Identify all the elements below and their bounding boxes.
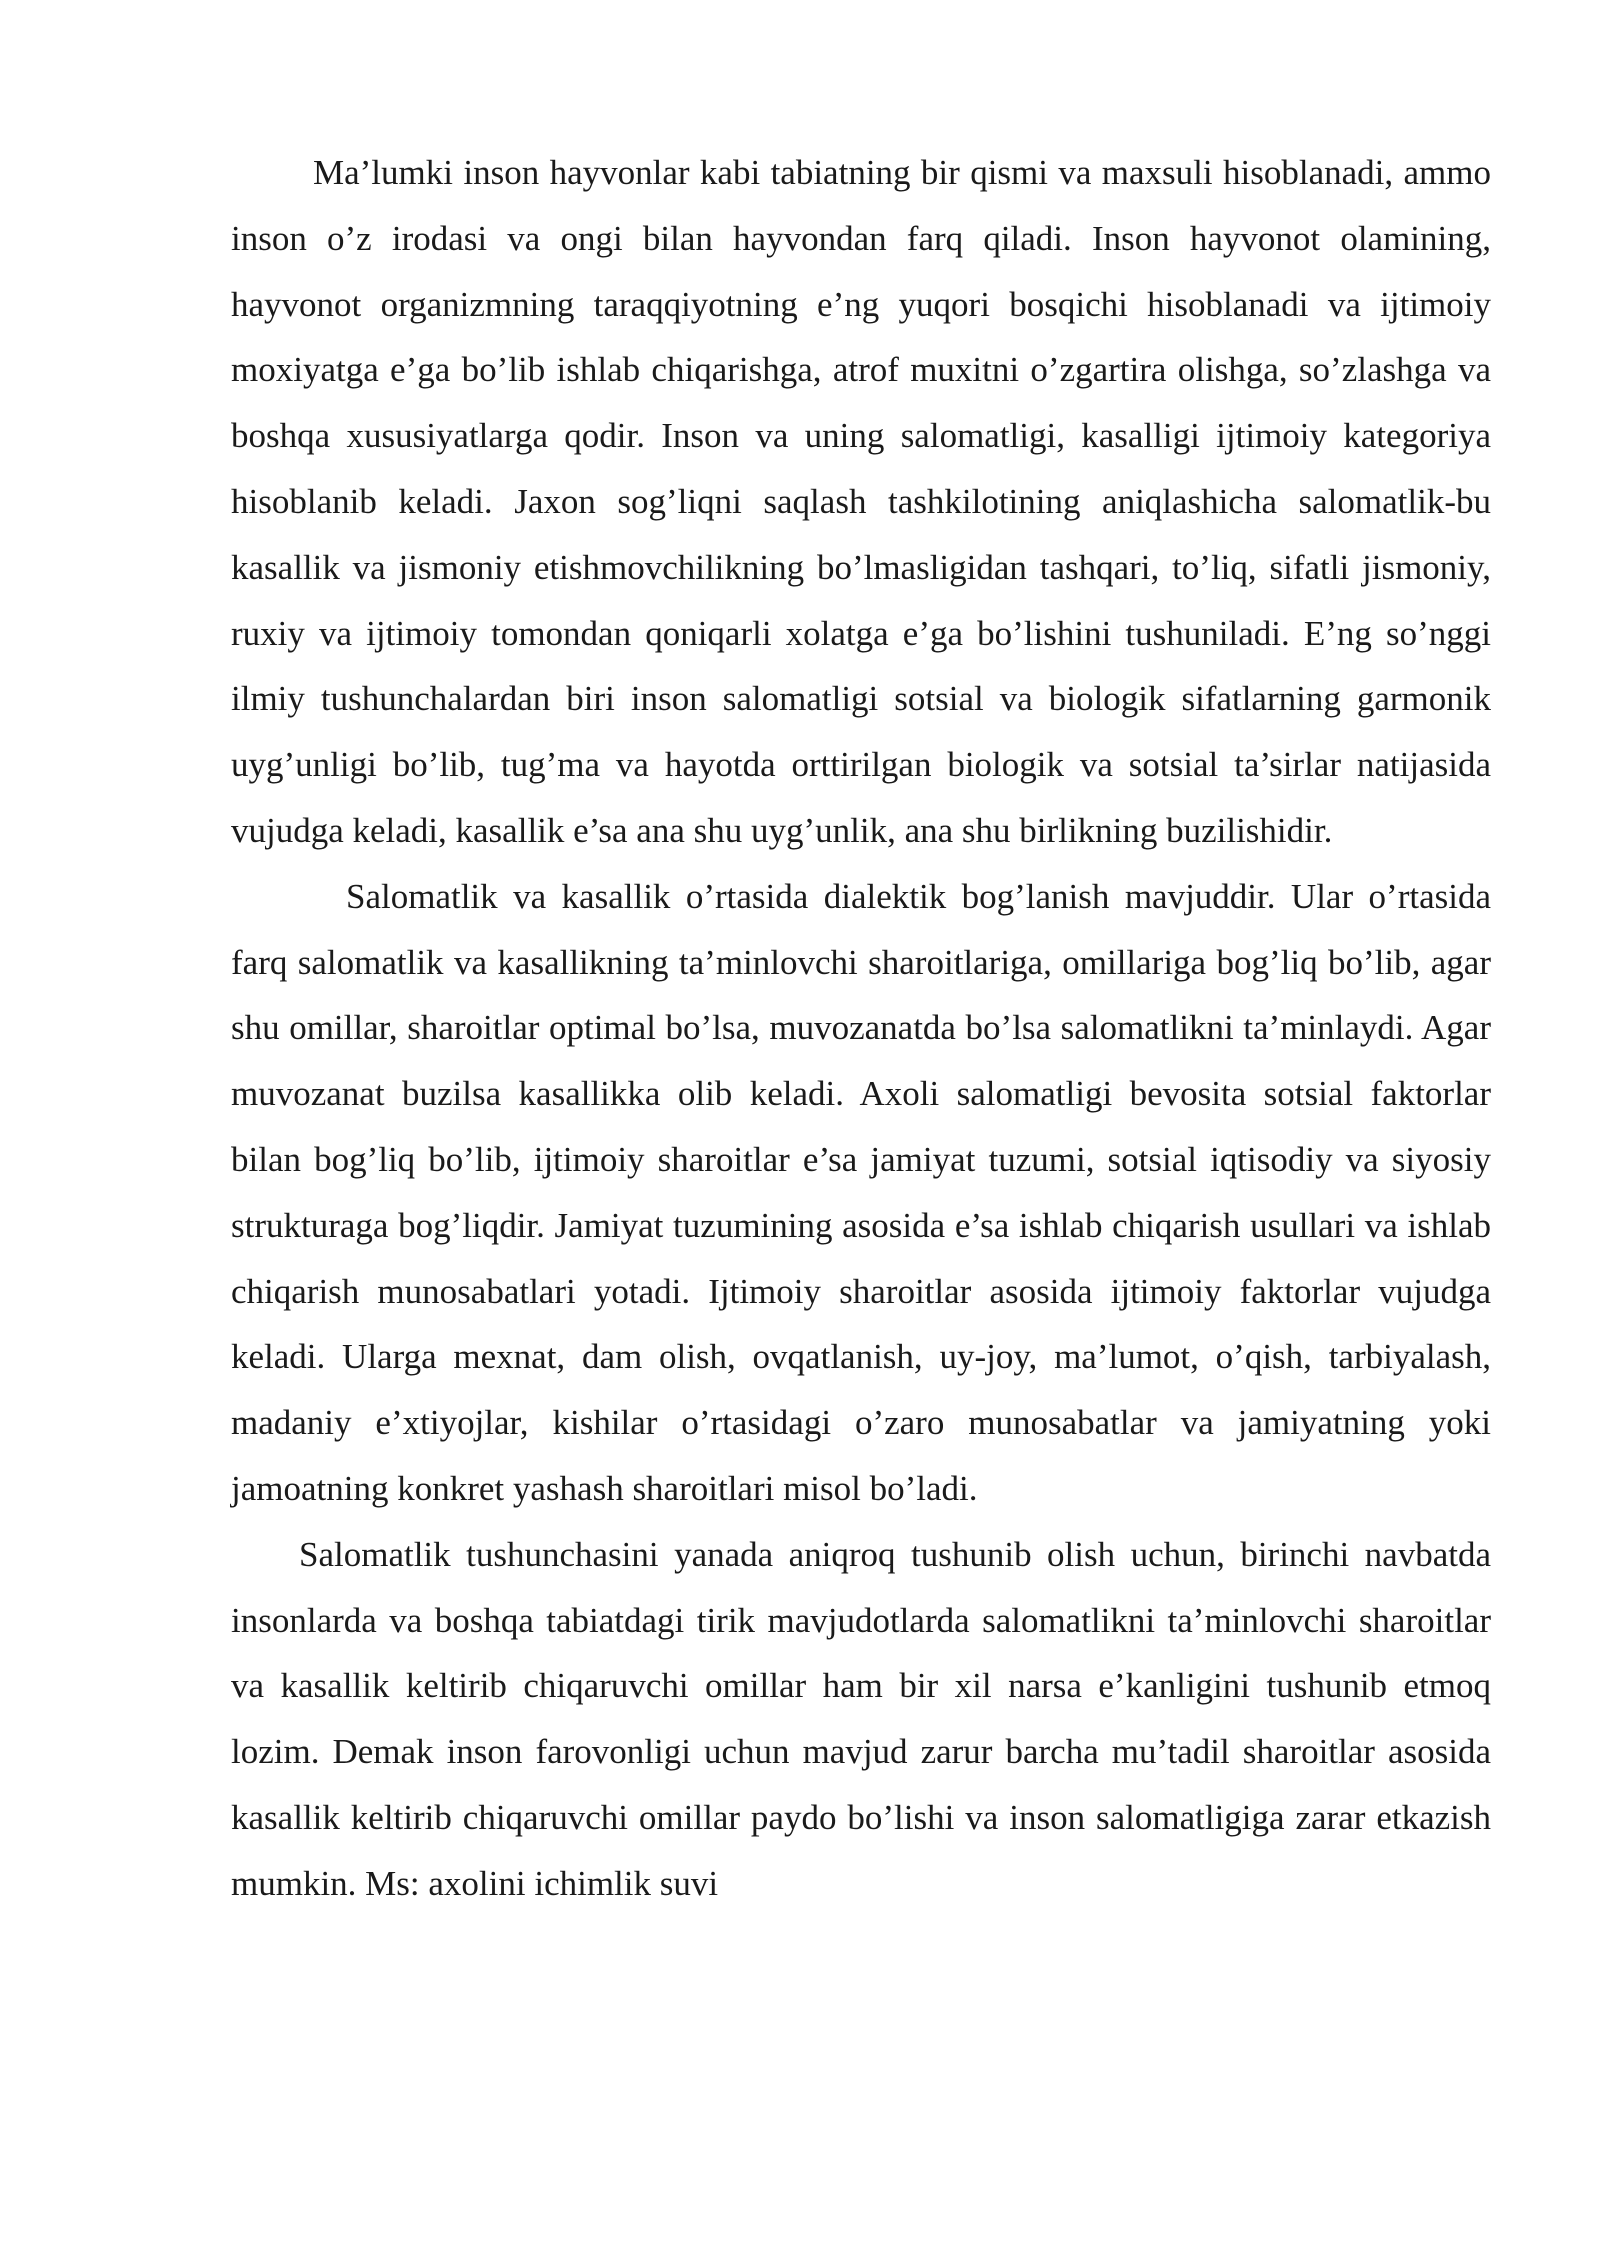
- paragraph-1: Ma’lumki inson hayvonlar kabi tabiatning bir qismi va maxsuli hisoblanadi, ammo inson o’z irodasi va ongi bilan hayvondan farq qiladi. Inson hayvonot olamining, hayvonot organizmning taraqqiyotning e’ng yuqori bosqichi hisoblanadi va ijtimoiy moxiyatga e’ga bo’lib ishlab chiqarishga, atrof muxitni o’zgartira olishga, so’zlashga va boshqa xususiyatlarga qodir. Inson va uning salomatligi, kasalligi ijtimoiy kategoriya hisoblanib keladi. Jaxon sog’liqni saqlash tashkilotining aniqlashicha salomatlik-bu kasallik va jismoniy etishmovchilikning bo’lmasligidan tashqari, to’liq, sifatli jismoniy, ruxiy va ijtimoiy tomondan qoniqarli xolatga e’ga bo’lishini tushuniladi. E’ng so’nggi ilmiy tushunchalardan biri inson salomatligi sotsial va biologik sifatlarning garmonik uyg’unligi bo’lib, tug’ma va hayotda orttirilgan biologik va sotsial ta’sirlar natijasida vujudga keladi, kasallik e’sa ana shu uyg’unlik, ana shu birlikning buzilishidir.: [231, 153, 1491, 850]
- paragraph-3: Salomatlik tushunchasini yanada aniqroq tushunib olish uchun, birinchi navbatda insonlarda va boshqa tabiatdagi tirik mavjudotlarda salomatlikni ta’minlovchi sharoitlar va kasallik keltirib chiqaruvchi omillar ham bir xil narsa e’kanligini tushunib etmoq lozim. Demak inson farovonligi uchun mavjud zarur barcha mu’tadil sharoitlar asosida kasallik keltirib chiqaruvchi omillar paydo bo’lishi va inson salomatligiga zarar etkazish mumkin. Ms: axolini ichimlik suvi: [231, 1534, 1491, 1903]
- paragraph-2: Salomatlik va kasallik o’rtasida dialektik bog’lanish mavjuddir. Ular o’rtasida farq salomatlik va kasallikning ta’minlovchi sharoitlariga, omillariga bog’liq bo’lib, agar shu omillar, sharoitlar optimal bo’lsa, muvozanatda bo’lsa salomatlikni ta’minlaydi. Agar muvozanat buzilsa kasallikka olib keladi. Axoli salomatligi bevosita sotsial faktorlar bilan bog’liq bo’lib, ijtimoiy sharoitlar e’sa jamiyat tuzumi, sotsial iqtisodiy va siyosiy strukturaga bog’liqdir. Jamiyat tuzumining asosida e’sa ishlab chiqarish usullari va ishlab chiqarish munosabatlari yotadi. Ijtimoiy sharoitlar asosida ijtimoiy faktorlar vujudga keladi. Ularga mexnat, dam olish, ovqatlanish, uy-joy, ma’lumot, o’qish, tarbiyalash, madaniy e’xtiyojlar, kishilar o’rtasidagi o’zaro munosabatlar va jamiyatning yoki jamoatning konkret yashash sharoitlari misol bo’ladi.: [231, 876, 1491, 1508]
- document-page: [231, 140, 1491, 1917]
